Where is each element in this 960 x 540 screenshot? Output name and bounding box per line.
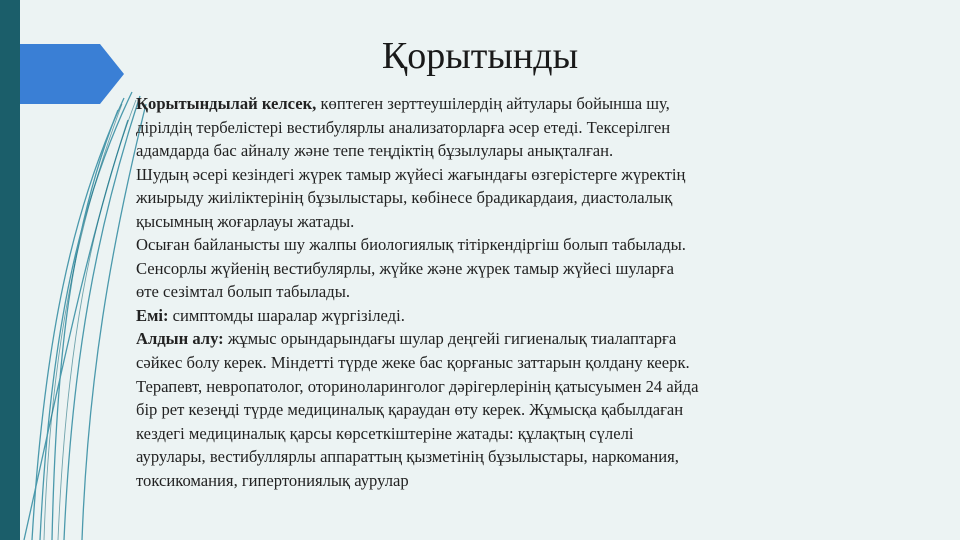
paragraph-line: Шудың әсері кезіндегі жүрек тамыр жүйесі жағындағы өзгерістерге жүректің: [136, 164, 686, 184]
treatment-lead: Емі:: [136, 305, 169, 325]
swoosh-lines: [24, 92, 146, 540]
slide-title: Қорытынды: [381, 35, 579, 77]
paragraph-line: [136, 92, 836, 116]
paragraph-line: қысымның жоғарлауы жатады.: [136, 211, 355, 231]
paragraph-line: өте сезімтал болып табылады.: [136, 282, 351, 302]
slide-body: [136, 92, 836, 492]
paragraph-line: [136, 327, 836, 351]
paragraph-line: аурулары, вестибуллярлы аппараттың қызметінің бұзылыстары, наркомания,: [136, 447, 679, 467]
prevention-lead: Алдын алу:: [136, 329, 224, 349]
paragraph-line: Терапевт, невропатолог, оториноларинголог дәрігерлерінің қатысуымен 24 айда: [136, 376, 699, 396]
text-fragment: симптомды шаралар жүргізіледі.: [168, 305, 405, 325]
paragraph-line: жиырыду жиіліктерінің бұзылыстары, көбінесе брадикардаия, диастолалық: [136, 188, 673, 208]
paragraph-line: токсикомания, гипертониялық аурулар: [136, 470, 409, 490]
text-fragment: жұмыс орындарындағы шулар деңгейі гигиеналық тиалаптарға: [223, 329, 677, 349]
paragraph-line: Сенсорлы жүйенің вестибулярлы, жүйке және жүрек тамыр жүйесі шуларға: [136, 258, 675, 278]
paragraph-line: адамдарда бас айналу және тепе теңдіктің бұзылулары анықталған.: [136, 141, 614, 161]
paragraph-line: [136, 304, 836, 328]
conclusion-lead: Қорытындылай келсек,: [136, 94, 317, 113]
paragraph-line: сәйкес болу керек. Міндетті түрде жеке бас қорғаныс заттарын қолдану кеерк.: [136, 353, 690, 373]
text-fragment: көптеген зерттеушілердің айтулары бойынша шу,: [316, 94, 670, 113]
arrow-shape: [20, 44, 124, 104]
paragraph-line: дірілдің тербелістері вестибулярлы анализаторларға әсер етеді. Тексерілген: [136, 117, 671, 137]
paragraph-line: бір рет кезеңді түрде медициналық қараудан өту керек. Жұмысқа қабылдаған: [136, 400, 684, 420]
paragraph-line: кездегі медициналық қарсы көрсеткіштеріне жатады: құлақтың сүлелі: [136, 423, 634, 443]
paragraph-line: Осыған байланысты шу жалпы биологиялық тітіркендіргіш болып табылады.: [136, 235, 686, 255]
